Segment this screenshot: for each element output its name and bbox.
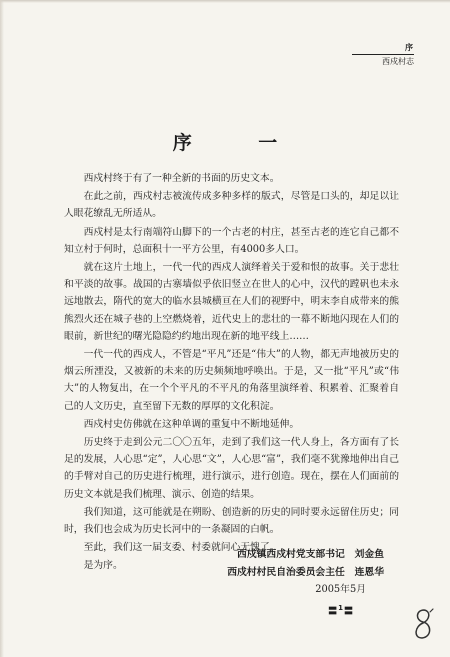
paragraph: 西戍村是太行南端符山脚下的一个古老的村庄，甚至古老的连它自己都不知立村于何时，总面积十一平方公里，有4000多人口。 — [64, 226, 399, 255]
paragraph: 是为序。 — [83, 560, 123, 572]
paragraph: 一代一代的西戍人，不管是“平凡”还是“伟大”的人物，都无声地被历史的烟云所湮没，又被新的未来的历史频频地呼唤出。于是，又一批“平凡”或“伟大”的人物复出，在一个个平凡的不平凡的角落里演绎着、积累着、汇聚着自己的人文历史，直至留下无数的厚厚的文化积淀。 — [64, 349, 399, 412]
paragraph: 至此，我们这一届支委、村委就问心无愧了。 — [83, 542, 280, 554]
paragraph: 历史终于走到公元二〇〇五年，走到了我们这一代人身上，各方面有了长足的发展，人心思“定”，人心思“文”，人心思“富”，我们毫不犹豫地伸出自己的手臂对自己的历史进行梳理，进行演示，进行创造。现在，摆在人们面前的历史文本就是我们梳理、演示、创造的结果。 — [64, 437, 399, 500]
handwritten-eight-mark — [410, 607, 436, 641]
paragraph: 在此之前，西戍村志被流传成多种多样的版式，尽管是口头的，却足以让人眼花缭乱无所适从。 — [64, 191, 399, 220]
scan-edge — [0, 0, 450, 3]
paragraph: 就在这片土地上，一代一代的西戍人演绎着关于爱和恨的故事。关于悲壮和平淡的故事。战国的古寨墙似乎依旧竖立在世人的心中，汉代的蹚矾也未永远地散去，隋代的宽大的临水县城横亘在人们的视野中，明末李自成带来的熊熊烈火还在城子巷的上空燃烧着，近代史上的悲壮的一幕不断地闪现在人们的眼前，新世纪的曙光隐隐约约地出现在新的地平线上…… — [64, 262, 399, 342]
paragraph: 我们知道，这可能就是在朔盼、创造新的历史的同时要永远留住历史；同时，我们也会成为历史长河中的一条凝固的白帆。 — [64, 506, 399, 536]
page-number-value: 1 — [338, 604, 344, 612]
preface-body — [64, 170, 399, 576]
signature-line: 西戍村村民自治委员会主任 连恩华 — [227, 566, 384, 578]
paragraph: 西戍村史仿佛就在这种单调的重复中不断地延伸。 — [83, 418, 300, 430]
page-number: 〓$^1$〓 — [328, 604, 354, 617]
scan-edge — [0, 0, 4, 657]
running-head-section: 序 — [352, 42, 414, 55]
signature-block — [227, 546, 384, 599]
signature-date: 2005年5月 — [315, 584, 366, 595]
running-head — [352, 42, 414, 67]
page-title: 序 一 — [172, 132, 308, 154]
paragraph: 西戍村终于有了一种全新的书面的历史文本。 — [83, 173, 280, 184]
signature-line: 西戍镇西戍村党支部书记 刘金鱼 — [237, 549, 384, 560]
running-head-book-title: 西戍村志 — [382, 57, 414, 66]
